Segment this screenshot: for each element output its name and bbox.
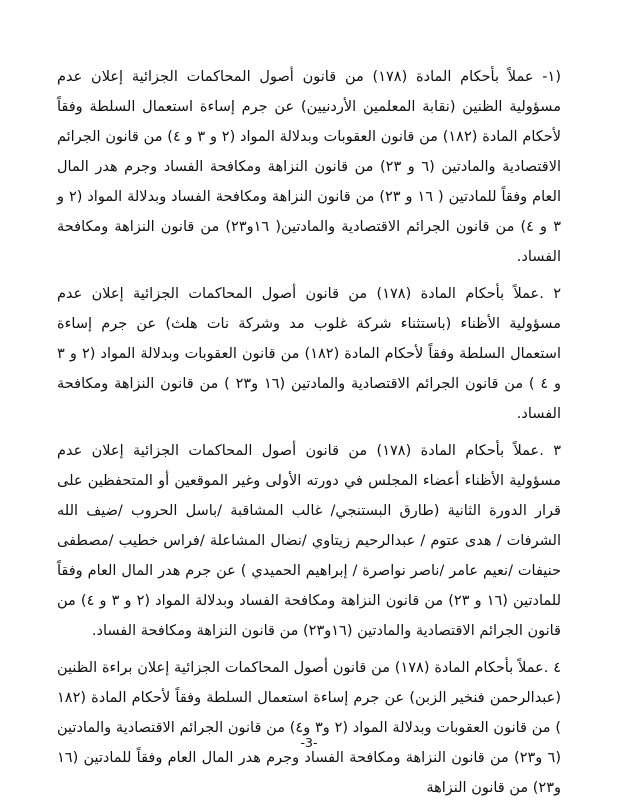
page-number: -3-	[300, 735, 318, 750]
paragraph-4: ٤ .عملاً بأحكام المادة (١٧٨) من قانون أصول المحاكمات الجزائية إعلان براءة الظنين (عبدالرحمن فنخير الزبن) عن جرم إساءة استعمال السلطة وفقاً لأحكام المادة (١٨٢ ) من قانون العقوبات وبدلالة المواد (٢ و٣ و٤) من قانون الجرائم الاقتصادية والمادتين (٦ و٢٣) من قانون النزاهة ومكافحة الفساد وجرم هدر المال العام وفقاً للمادتين (١٦ و٢٣) من قانون النزاهة	[57, 660, 561, 796]
paragraph-2: ٢ .عملاً بأحكام المادة (١٧٨) من قانون أصول المحاكمات الجزائية إعلان عدم مسؤولية الأظناء (باستثناء شركة غلوب مد وشركة نات هلث) عن جرم إساءة استعمال السلطة وفقاً لأحكام المادة (١٨٢) من قانون العقوبات وبدلالة المواد (٢ و ٣ و ٤ ) من قانون الجرائم الاقتصادية والمادتين (١٦ و٢٣ ) من قانون النزاهة ومكافحة الفساد.	[57, 286, 561, 422]
paragraph-3: ٣ .عملاً بأحكام المادة (١٧٨) من قانون أصول المحاكمات الجزائية إعلان عدم مسؤولية الأظناء أعضاء المجلس في دورته الأولى وغير الموقعين أو المتحفظين على قرار الدورة الثانية (طارق البستنجي/ غالب المشاقبة /باسل الحروب /ضيف الله الشرفات / هدى عتوم / عبدالرحيم زيتاوي /نضال المشاعلة /فراس خطيب /مصطفى حنيفات /نعيم عامر /ناصر نواصرة / إبراهيم الحميدي ) عن جرم هدر المال العام وفقاً للمادتين (١٦ و ٢٣) من قانون النزاهة ومكافحة الفساد وبدلالة المواد (٢ و ٣ و ٤) من قانون الجرائم الاقتصادية والمادتين (١٦و٢٣) من قانون النزاهة ومكافحة الفساد.	[57, 443, 561, 639]
paragraph-1: (١- عملاً بأحكام المادة (١٧٨) من قانون أصول المحاكمات الجزائية إعلان عدم مسؤولية الظنين (نقابة المعلمين الأردنيين) عن جرم إساءة استعمال السلطة وفقاً لأحكام المادة (١٨٢) من قانون العقوبات وبدلالة المواد (٢ و ٣ و ٤) من قانون الجرائم الاقتصادية والمادتين (٦ و ٢٣) من قانون النزاهة ومكافحة الفساد وجرم هدر المال العام وفقاً للمادتين ( ١٦ و ٢٣) من قانون النزاهة ومكافحة الفساد وبدلالة المواد (٢ و ٣ و ٤) من قانون الجرائم الاقتصادية والمادتين( ١٦و٢٣) من قانون النزاهة ومكافحة الفساد.	[57, 69, 561, 265]
